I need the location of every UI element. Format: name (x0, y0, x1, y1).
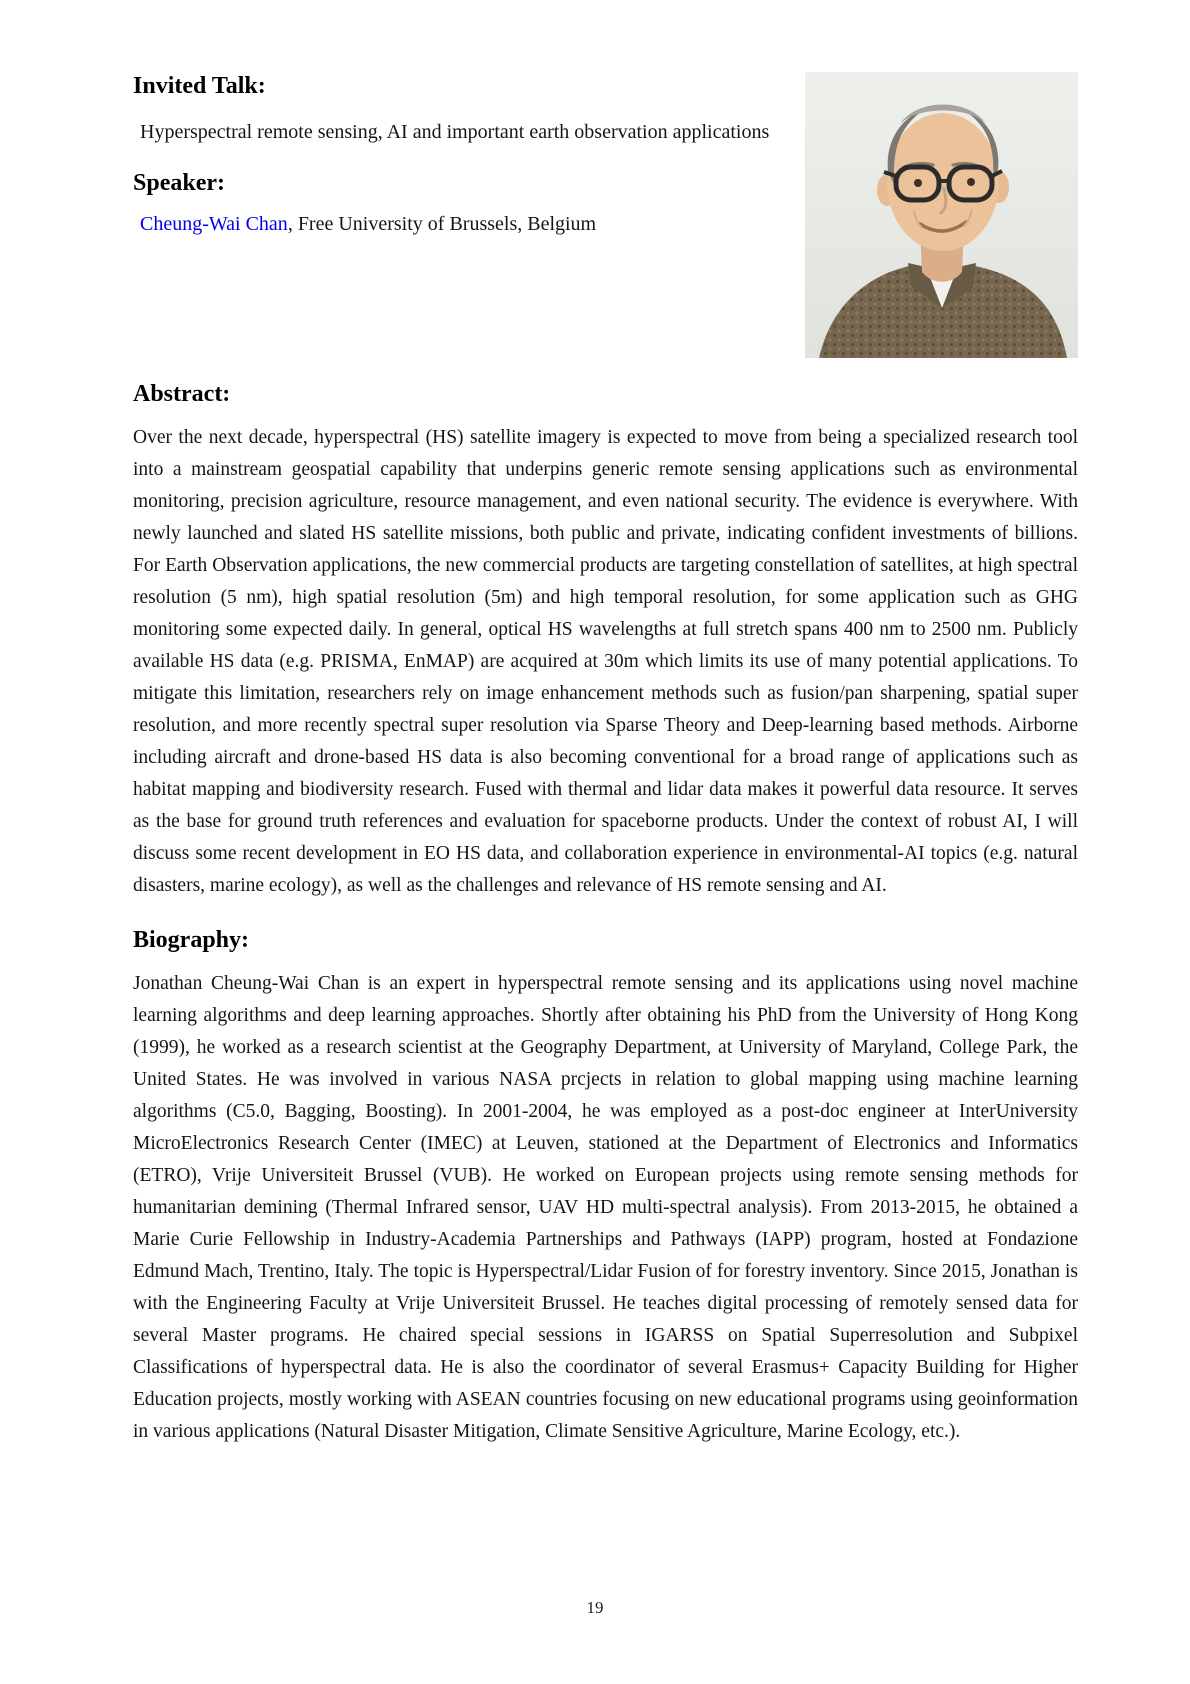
speaker-affiliation: , Free University of Brussels, Belgium (287, 213, 597, 235)
speaker-heading: Speaker: (133, 170, 225, 196)
abstract-text: Over the next decade, hyperspectral (HS) satellite imagery is expected to move from being a specialized research tool into a mainstream geospatial capability that underpins generic remote sensing applications such as environmental monitoring, precision agriculture, resource management, and even national security. The evidence is everywhere. With newly launched and slated HS satellite missions, both public and private, indicating confident investments of billions. For Earth Observation applications, the new commercial products are targeting constellation of satellites, at high spectral resolution (5 nm), high spatial resolution (5m) and high temporal resolution, for some application such as GHG monitoring some expected daily. In general, optical HS wavelengths at full stretch spans 400 nm to 2500 nm. Publicly available HS data (e.g. PRISMA, EnMAP) are acquired at 30m which limits its use of many potential applications. To mitigate this limitation, researchers rely on image enhancement methods such as fusion/pan sharpening, spatial super resolution, and more recently spectral super resolution via Sparse Theory and Deep-learning based methods. Airborne including aircraft and drone-based HS data is also becoming conventional for a broad range of applications such as habitat mapping and biodiversity research. Fused with thermal and lidar data makes it powerful data resource. It serves as the base for ground truth references and evaluation for spaceborne products. Under the context of robust AI, I will discuss some recent development in EO HS data, and collaboration experience in environmental-AI topics (e.g. natural disasters, marine ecology), as well as the challenges and relevance of HS remote sensing and AI. (133, 427, 1078, 896)
abstract-section (133, 374, 1078, 902)
invited-talk-heading: Invited Talk: (133, 73, 266, 99)
biography-section (133, 902, 1078, 1448)
talk-title: Hyperspectral remote sensing, AI and important earth observation applications (140, 121, 770, 143)
speaker-name-link[interactable]: Cheung-Wai Chan (140, 213, 288, 235)
speaker-photo (805, 72, 1078, 358)
portrait-photo-icon (805, 72, 1078, 358)
biography-heading: Biography: (133, 927, 250, 953)
page-number: 19 (586, 1598, 604, 1617)
abstract-heading: Abstract: (133, 381, 231, 407)
page-content (133, 72, 1078, 1448)
biography-text: Jonathan Cheung-Wai Chan is an expert in hyperspectral remote sensing and its applications using novel machine learning algorithms and deep learning approaches. Shortly after obtaining his PhD from the University of Hong Kong (1999), he worked as a research scientist at the Geography Department, at University of Maryland, College Park, the United States. He was involved in various NASA prcjects in relation to global mapping using machine learning algorithms (C5.0, Bagging, Boosting). In 2001-2004, he was employed as a post-doc engineer at InterUniversity MicroElectronics Research Center (IMEC) at Leuven, stationed at the Department of Electronics and Informatics (ETRO), Vrije Universiteit Brussel (VUB). He worked on European projects using remote sensing methods for humanitarian demining (Thermal Infrared sensor, UAV HD multi-spectral analysis). From 2013-2015, he obtained a Marie Curie Fellowship in Industry-Academia Partnerships and Pathways (IAPP) program, hosted at Fondazione Edmund Mach, Trentino, Italy. The topic is Hyperspectral/Lidar Fusion of for forestry inventory. Since 2015, Jonathan is with the Engineering Faculty at Vrije Universiteit Brussel. He teaches digital processing of remotely sensed data for several Master programs. He chaired special sessions in IGARSS on Spatial Superresolution and Subpixel Classifications of hyperspectral data. He is also the coordinator of several Erasmus+ Capacity Building for Higher Education projects, mostly working with ASEAN countries focusing on new educational programs using geoinformation in various applications (Natural Disaster Mitigation, Climate Sensitive Agriculture, Marine Ecology, etc.). (133, 973, 1078, 1442)
